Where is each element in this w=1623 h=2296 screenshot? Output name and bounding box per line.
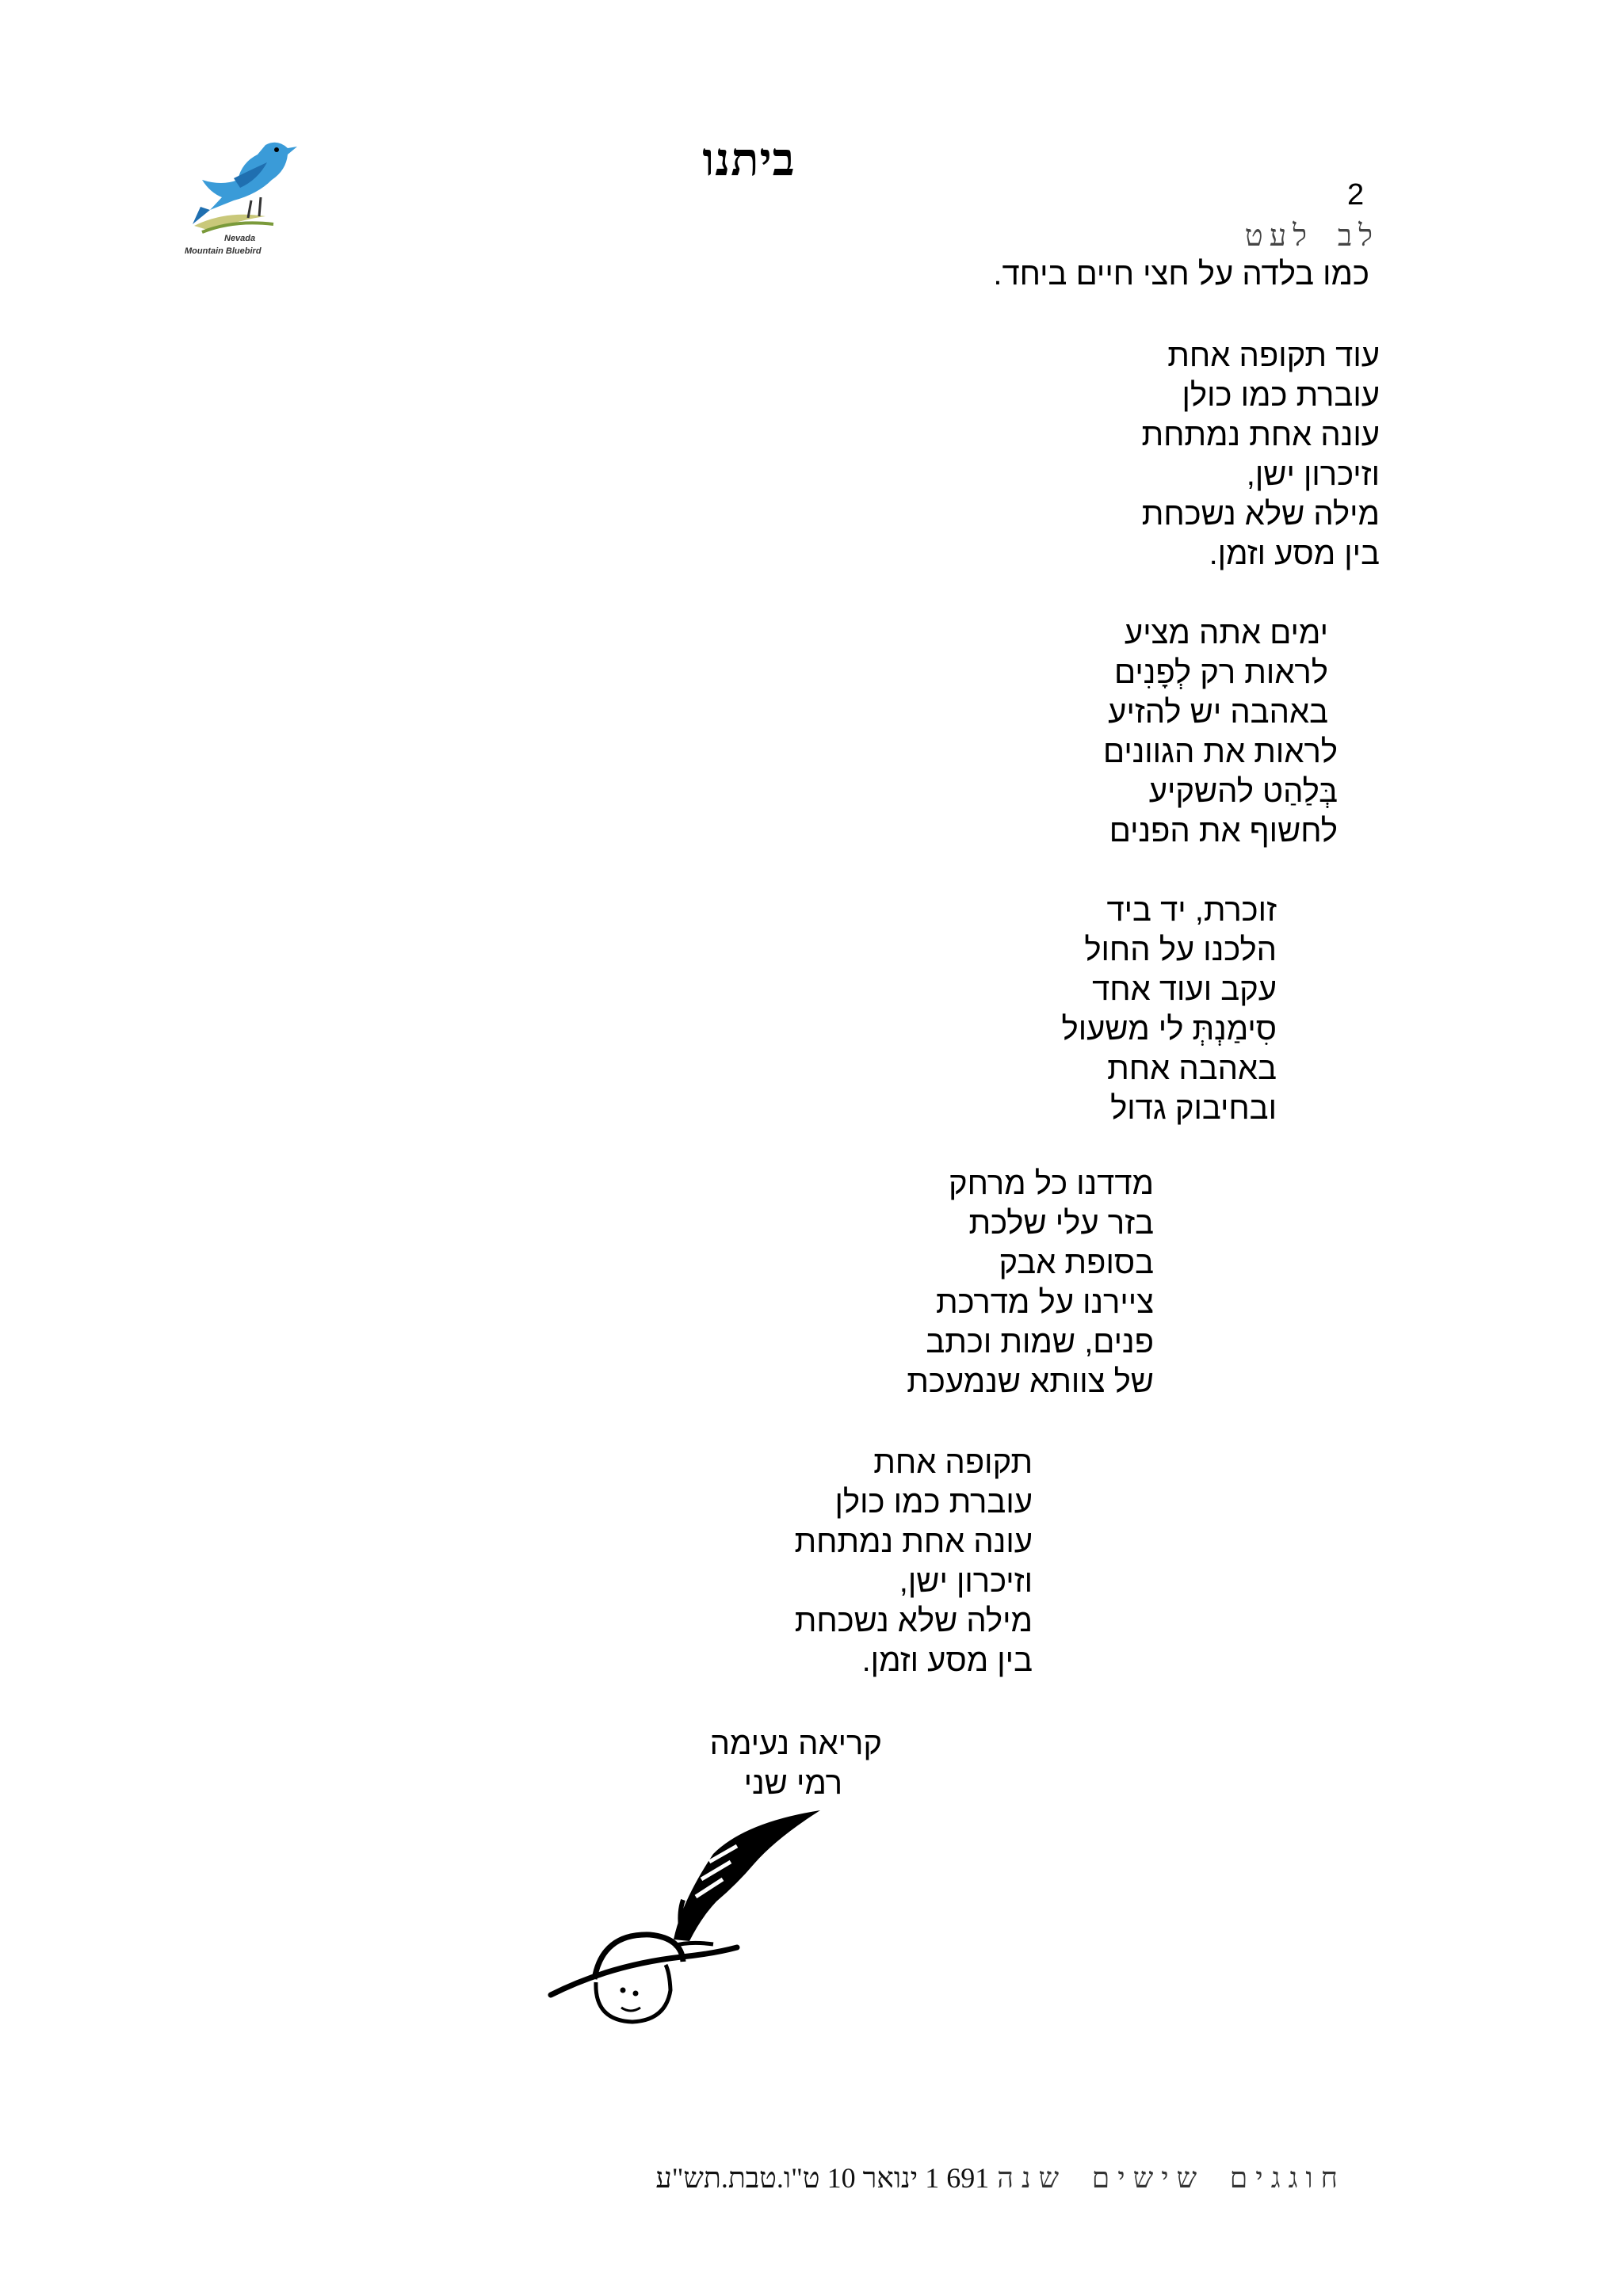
- poem-line: מילה שלא נשכחת: [1141, 497, 1380, 532]
- poem-line: הלכנו על החול: [1084, 933, 1277, 967]
- bluebird-icon: [178, 131, 297, 238]
- poem-title: לב לעט: [1244, 218, 1379, 253]
- poem-line: בין מסע וזמן.: [1209, 536, 1380, 571]
- poem-line: בְּלַהַט להשקיע: [1148, 774, 1338, 809]
- poem-line: לחשוף את הפנים: [1109, 814, 1338, 849]
- poem-line: לראות את הגוונים: [1102, 734, 1338, 769]
- poem-line: וזיכרון ישן,: [1246, 457, 1380, 492]
- poem-line: סִימַנְתְּ לי משעול: [1061, 1012, 1277, 1047]
- quill-signature: [547, 1806, 824, 2024]
- poem-line: עוברת כמו כולן: [1182, 378, 1380, 413]
- poem-line: בזר עלי שלכת: [968, 1206, 1154, 1241]
- poem-signoff: קריאה נעימה: [709, 1726, 882, 1761]
- poem-line: באהבה יש להזיע: [1108, 695, 1328, 730]
- poem-line: עונה אחת נמתחת: [1141, 418, 1380, 452]
- poem-line: מדדנו כל מרחק: [949, 1166, 1154, 1201]
- poem-line: בסופת אבק: [999, 1245, 1154, 1280]
- poem-line: עוברת כמו כולן: [834, 1485, 1033, 1520]
- poem-line: זוכרת, יד ביד: [1106, 893, 1277, 928]
- poem-line: כמו בלדה על חצי חיים ביחד.: [993, 257, 1369, 292]
- poem-line: עונה אחת נמתחת: [794, 1524, 1033, 1559]
- quill-hat-icon: [547, 1806, 824, 2024]
- poem-line: פנים, שמות וכתב: [926, 1325, 1154, 1360]
- poem-line: מילה שלא נשכחת: [794, 1604, 1033, 1638]
- footer-series: חוגגים שישים שנה: [997, 2162, 1346, 2195]
- poem-line: באהבה אחת: [1107, 1051, 1277, 1086]
- poem-line: ציירנו על מדרכת: [935, 1285, 1154, 1320]
- poem-line: וזיכרון ישן,: [899, 1564, 1033, 1599]
- logo-caption-line2: Mountain Bluebird: [185, 246, 262, 256]
- poem-line: לראות רק לְפָנִים: [1114, 655, 1328, 690]
- poem-line: עוד תקופה אחת: [1167, 338, 1380, 373]
- bluebird-logo: [178, 131, 297, 269]
- poem-line: בין מסע וזמן.: [861, 1643, 1033, 1678]
- logo-caption-line1: Nevada: [224, 234, 256, 243]
- footer-date: 691 1 ינואר 10 ט"ו.טבת.תש"ע: [655, 2162, 990, 2194]
- masthead: [678, 132, 820, 200]
- poem-line: ובחיבוק גדול: [1110, 1091, 1277, 1126]
- poem-line: עקב ועוד אחד: [1092, 972, 1277, 1007]
- poem-line: של צוותא שנמעכת: [907, 1364, 1154, 1399]
- masthead-tagline: [678, 184, 820, 192]
- poem-line: ימים אתה מציע: [1124, 616, 1328, 650]
- masthead-title: ביתנו: [702, 132, 796, 186]
- poem-line: תקופה אחת: [873, 1445, 1033, 1480]
- poem-author: רמי שני: [743, 1766, 842, 1801]
- footer: [655, 2161, 1346, 2195]
- page-number: 2: [1347, 178, 1365, 212]
